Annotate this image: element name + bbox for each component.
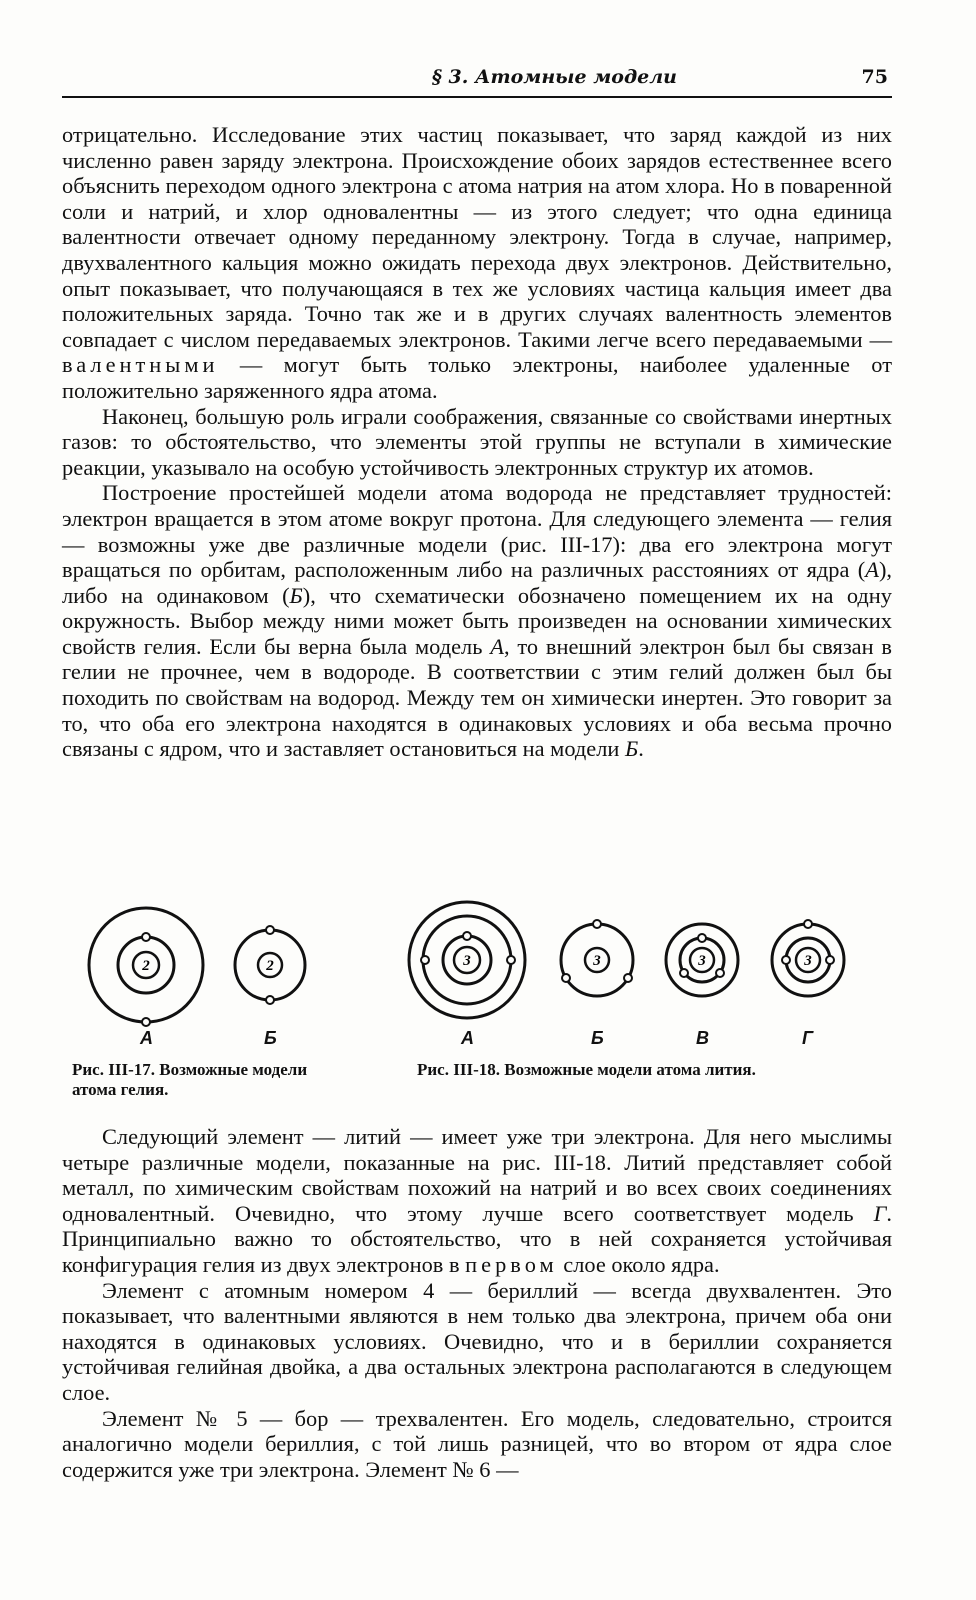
paragraph-6: Элемент № 5 — бор — трехвалентен. Его модель, следовательно, строится аналогично модели бериллия, с той лишь разницей, что во втором от ядра слое содержится уже три электрона. Элемент № 6 —	[62, 1405, 892, 1482]
text-block-top	[62, 122, 892, 762]
nucleus-label: 3	[593, 953, 601, 969]
figure-label-helium-b: Б	[264, 1028, 277, 1048]
section-title: § 3. Атомные модели	[432, 66, 677, 88]
spaced-word: валентными	[62, 352, 219, 378]
figure-label-lithium-b: Б	[591, 1028, 604, 1048]
spaced-word: первом	[465, 1251, 558, 1277]
figure-label-helium-a: А	[140, 1028, 153, 1048]
paragraph-3: Построение простейшей модели атома водорода не представляет трудностей: электрон вращается в этом атоме вокруг протона. Для следующего элемента — гелия — возможны уже две различные модели (рис. III-17): два его электрона могут вращаться по орбитам, расположенным либо на различных расстояниях от ядра (А), либо на одинаковом (Б), что схематически обозначено помещением их на одну окружность. Выбор между ними может быть произведен на основании химических свойств гелия. Если бы верна была модель А, то внешний электрон был бы связан в гелии не прочнее, чем в водороде. В соответствии с этим гелий должен был бы походить по свойствам на водород. Между тем он химически инертен. Это говорит за то, что оба его электрона находятся в одинаковых условиях и оба весьма прочно связаны с ядром, что и заставляет остановиться на модели Б.	[62, 480, 893, 762]
paragraph-4: Следующий элемент — литий — имеет уже три электрона. Для него мыслимы четыре различные модели, показанные на рис. III-18. Литий представляет собой металл, по химическим свойствам похожий на натрий и во всех своих соединениях одновалентный. Очевидно, что этому лучше всего соответствует модель Г. Принципиально важно то обстоятельство, что в ней сохраняется устойчивая конфигурация гелия из двух электронов в первом слое около ядра.	[62, 1124, 892, 1277]
caption-fig-3-18: Рис. III-18. Возможные модели атома лития.	[417, 1060, 756, 1079]
figures-area	[62, 898, 892, 1108]
caption-fig-3-17: Рис. III-17. Возможные модели атома гелия.	[72, 1060, 308, 1099]
figure-label-lithium-a: А	[461, 1028, 474, 1048]
nucleus-label: 3	[698, 953, 706, 969]
figure-label-lithium-v: В	[696, 1028, 709, 1048]
nucleus-label: 2	[266, 958, 274, 974]
paragraph-1: отрицательно. Исследование этих частиц показывает, что заряд каждой из них численно равен заряду электрона. Происхождение обоих зарядов естественнее всего объяснить переходом одного электрона с атома натрия на атом хлора. Но в поваренной соли и натрий, и хлор одновалентны — из этого следует; что одна единица валентности отвечает одному переданному электрону. Тогда в случае, например, двухвалентного кальция можно ожидать перехода двух электронов. Действительно, опыт показывает, что получающаяся в тех же условиях частица кальция имеет два положительных заряда. Точно так же и в других случаях валентность элементов совпадает с числом передаваемых электронов. Такими легче всего передаваемыми — валентными — могут быть только электроны, наиболее удаленные от положительно заряженного ядра атома.	[62, 122, 892, 403]
paragraph-5: Элемент с атомным номером 4 — бериллий — всегда двухвалентен. Это показывает, что валентными являются в нем только два электрона, причем оба они находятся в одинаковых условиях. Очевидно, что и в бериллии сохраняется устойчивая гелийная двойка, а два остальных электрона располагаются в следующем слое.	[62, 1277, 892, 1405]
page-number: 75	[861, 66, 888, 88]
text-block-bottom	[62, 1124, 892, 1482]
nucleus-label: 3	[804, 953, 812, 969]
figure-label-lithium-g: Г	[802, 1028, 814, 1048]
nucleus-label: 3	[463, 953, 471, 969]
nucleus-label: 2	[142, 958, 150, 974]
running-header	[62, 62, 892, 98]
paragraph-2: Наконец, большую роль играли соображения, связанные со свойствами инертных газов: то обстоятельство, что элементы этой группы не вступали в химические реакции, указывало на особую устойчивость электронных структур их атомов.	[62, 403, 892, 480]
